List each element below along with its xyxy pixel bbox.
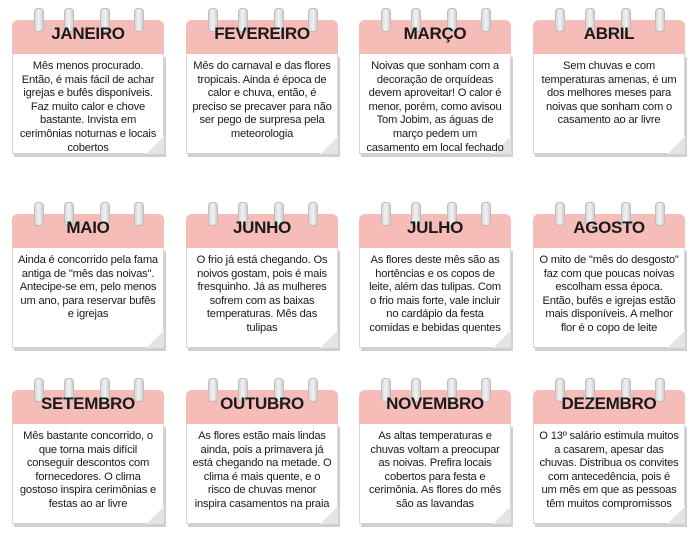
month-title: AGOSTO	[573, 218, 645, 237]
month-title: JULHO	[406, 218, 464, 237]
month-title: JANEIRO	[51, 24, 125, 43]
month-description: Mês do carnaval e das flores tropicais. Ainda é época de calor e chuva, então, é preciso se precaver para não ser pego de surpresa pela meteorologia	[192, 60, 332, 140]
month-description: Noivas que sonham com a decoração de orquídeas devem aproveitar! O calor é menor, porém, como avisou Tom Jobim, as águas de março pedem um casamento em local fechado	[366, 60, 504, 154]
month-card-junho	[186, 198, 338, 348]
month-card-marco	[359, 4, 511, 154]
month-card-abril	[533, 4, 685, 154]
month-description: O frio já está chegando. Os noivos gostam, pois é mais fresquinho. Já as mulheres sofrem com as baixas temperaturas. Mês das tulipas	[196, 254, 328, 334]
month-title: FEVEREIRO	[214, 24, 310, 43]
month-card-maio	[12, 198, 164, 348]
month-title: JUNHO	[232, 218, 291, 237]
month-card-julho	[359, 198, 511, 348]
month-description: As flores deste mês são as hortências e os copos de leite, além das tulipas. Com o frio mais forte, vale incluir no cardápio da festa comidas e bebidas quentes	[369, 254, 501, 334]
month-description: Mês menos procurado. Então, é mais fácil de achar igrejas e bufês disponíveis. Faz muito calor e chove bastante. Invista em cerimônias noturnas e locais cobertos	[19, 60, 157, 154]
month-description: O mito de "mês do desgosto" faz com que poucas noivas escolham essa época. Então, bufês e igrejas estão mais disponíveis. A melhor flor é o copo de leite	[539, 254, 679, 334]
month-card-novembro	[359, 374, 511, 524]
month-description: As altas temperaturas e chuvas voltam a preocupar as noivas. Prefira locais cobertos para festa e cerimônia. As flores do mês são as lavandas	[368, 430, 501, 510]
month-description: Sem chuvas e com temperaturas amenas, é um dos melhores meses para noivas que sonham com o casamento ao ar livre	[541, 60, 677, 127]
month-card-dezembro	[533, 374, 685, 524]
month-description: O 13º salário estimula muitos a casarem, apesar das chuvas. Distribua os convites com antecedência, pois é um mês em que as pessoas têm muitos compromissos	[539, 430, 679, 510]
month-title: MARÇO	[403, 24, 467, 43]
month-description: As flores estão mais lindas ainda, pois a primavera já está chegando na metade. O clima é mais quente, e o risco de chuvas menor inspira casamentos na praia	[192, 430, 332, 510]
month-card-janeiro	[12, 4, 164, 154]
month-title: OUTUBRO	[220, 394, 304, 413]
month-title: MAIO	[66, 218, 110, 237]
month-title: ABRIL	[583, 24, 635, 43]
month-description: Ainda é concorrido pela fama antiga de "mês das noivas". Antecipe-se em, pelo menos um ano, para reservar bufês e igrejas	[18, 254, 158, 321]
month-card-fevereiro	[186, 4, 338, 154]
month-title: DEZEMBRO	[561, 394, 657, 413]
month-title: NOVEMBRO	[386, 394, 484, 413]
month-card-agosto	[533, 198, 685, 348]
month-card-setembro	[12, 374, 164, 524]
month-card-outubro	[186, 374, 338, 524]
month-description: Mês bastante concorrido, o que torna mais difícil conseguir descontos com fornecedores. O clima gostoso inspira cerimônias e festas ao ar livre	[19, 430, 157, 510]
month-title: SETEMBRO	[41, 394, 135, 413]
